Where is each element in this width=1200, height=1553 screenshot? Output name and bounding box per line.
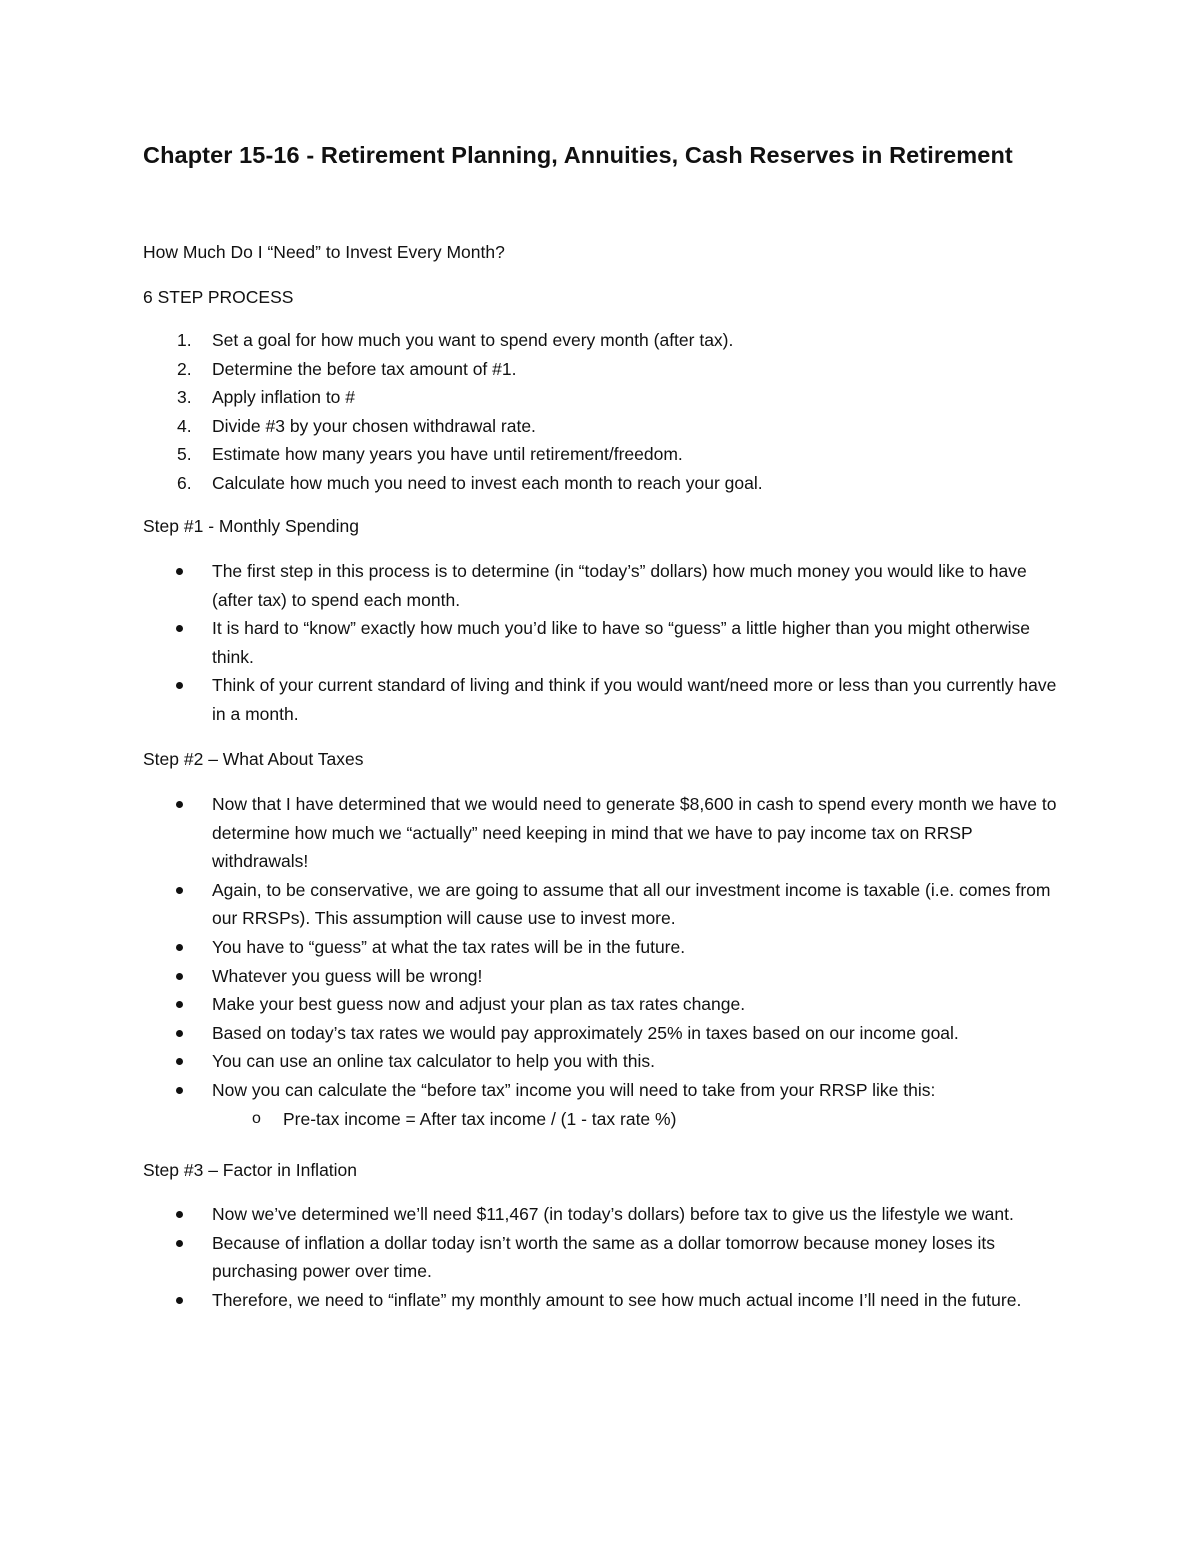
step-text: Calculate how much you need to invest each month to reach your goal. — [212, 472, 763, 493]
bullet-icon — [176, 1240, 183, 1247]
step-number: 6. — [177, 472, 192, 493]
list-item — [143, 1047, 1063, 1076]
list-item — [143, 1076, 1063, 1133]
sub-list-item — [212, 1105, 1063, 1134]
step-number: 4. — [177, 415, 192, 436]
step-number: 3. — [177, 387, 192, 408]
process-heading: 6 STEP PROCESS — [143, 287, 294, 307]
bullet-icon — [176, 801, 183, 808]
bullet-icon — [176, 1211, 183, 1218]
process-steps-list — [143, 326, 1063, 498]
step-number: 2. — [177, 358, 192, 379]
list-item — [143, 671, 1063, 728]
list-item — [143, 1229, 1063, 1286]
list-item-text: You have to “guess” at what the tax rates will be in the future. — [212, 936, 686, 957]
list-item — [143, 790, 1063, 876]
process-step — [143, 383, 1063, 412]
formula-text: Pre-tax income = After tax income / (1 - tax rate %) — [283, 1108, 677, 1129]
step2-sub-list — [212, 1105, 1063, 1134]
step-text: Apply inflation to # — [212, 387, 356, 408]
list-item — [143, 962, 1063, 991]
list-item — [143, 557, 1063, 614]
step-number: 5. — [177, 444, 192, 465]
bullet-icon — [176, 973, 183, 980]
page-title: Chapter 15-16 - Retirement Planning, Annuities, Cash Reserves in Retirement — [143, 142, 1013, 168]
hollow-bullet-icon: o — [252, 1109, 261, 1127]
list-item-text: Think of your current standard of living and think if you would want/need more or less than you currently have in a month. — [212, 675, 1057, 724]
process-step — [143, 469, 1063, 498]
step1-heading: Step #1 - Monthly Spending — [143, 516, 359, 536]
list-item — [143, 614, 1063, 671]
list-item-text: It is hard to “know” exactly how much you’d like to have so “guess” a little higher than you might otherwise think. — [212, 618, 1031, 667]
list-item-text: You can use an online tax calculator to help you with this. — [212, 1051, 655, 1072]
bullet-icon — [176, 1297, 183, 1304]
list-item-text: Whatever you guess will be wrong! — [212, 965, 483, 986]
bullet-icon — [176, 1087, 183, 1094]
step2-bullet-list — [143, 790, 1063, 1133]
list-item — [143, 876, 1063, 933]
list-item-text: Make your best guess now and adjust your plan as tax rates change. — [212, 994, 746, 1015]
list-item — [143, 1286, 1063, 1315]
step-text: Set a goal for how much you want to spend every month (after tax). — [212, 330, 734, 350]
list-item-text: The first step in this process is to determine (in “today’s” dollars) how much money you would like to have (after tax) to spend each month. — [212, 561, 1027, 610]
list-item-text: Now you can calculate the “before tax” income you will need to take from your RRSP like this: — [212, 1079, 936, 1100]
bullet-icon — [176, 944, 183, 951]
process-step — [143, 355, 1063, 384]
bullet-icon — [176, 1030, 183, 1037]
step-number: 1. — [177, 330, 192, 350]
step1-bullet-list — [143, 557, 1063, 729]
list-item-text: Now that I have determined that we would need to generate $8,600 in cash to spend every month we have to determine how much we “actually” need keeping in mind that we have to pay income tax on RRSP withdrawals! — [212, 794, 1057, 872]
step3-bullet-list — [143, 1200, 1063, 1314]
list-item-text: Now we’ve determined we’ll need $11,467 (in today’s dollars) before tax to give us the lifestyle we want. — [212, 1204, 1014, 1224]
bullet-icon — [176, 1058, 183, 1065]
bullet-icon — [176, 1001, 183, 1008]
process-step — [143, 440, 1063, 469]
list-item-text: Again, to be conservative, we are going to assume that all our investment income is taxable (i.e. comes from our RRSPs). This assumption will cause use to invest more. — [212, 879, 1051, 929]
list-item — [143, 1019, 1063, 1048]
process-step — [143, 412, 1063, 441]
step-text: Divide #3 by your chosen withdrawal rate. — [212, 415, 536, 436]
bullet-icon — [176, 887, 183, 894]
step-text: Determine the before tax amount of #1. — [212, 358, 517, 379]
process-step — [143, 326, 1063, 355]
list-item — [143, 990, 1063, 1019]
step-text: Estimate how many years you have until retirement/freedom. — [212, 444, 683, 465]
bullet-icon — [176, 682, 183, 689]
bullet-icon — [176, 568, 183, 575]
question-heading: How Much Do I “Need” to Invest Every Month? — [143, 242, 505, 262]
step3-heading: Step #3 – Factor in Inflation — [143, 1160, 358, 1180]
list-item — [143, 933, 1063, 962]
list-item-text: Therefore, we need to “inflate” my monthly amount to see how much actual income I’ll need in the future. — [212, 1289, 1022, 1310]
list-item-text: Because of inflation a dollar today isn’t worth the same as a dollar tomorrow because money loses its purchasing power over time. — [212, 1232, 996, 1282]
bullet-icon — [176, 625, 183, 632]
list-item-text: Based on today’s tax rates we would pay approximately 25% in taxes based on our income goal. — [212, 1022, 959, 1043]
step2-heading: Step #2 – What About Taxes — [143, 749, 364, 769]
list-item — [143, 1200, 1063, 1229]
